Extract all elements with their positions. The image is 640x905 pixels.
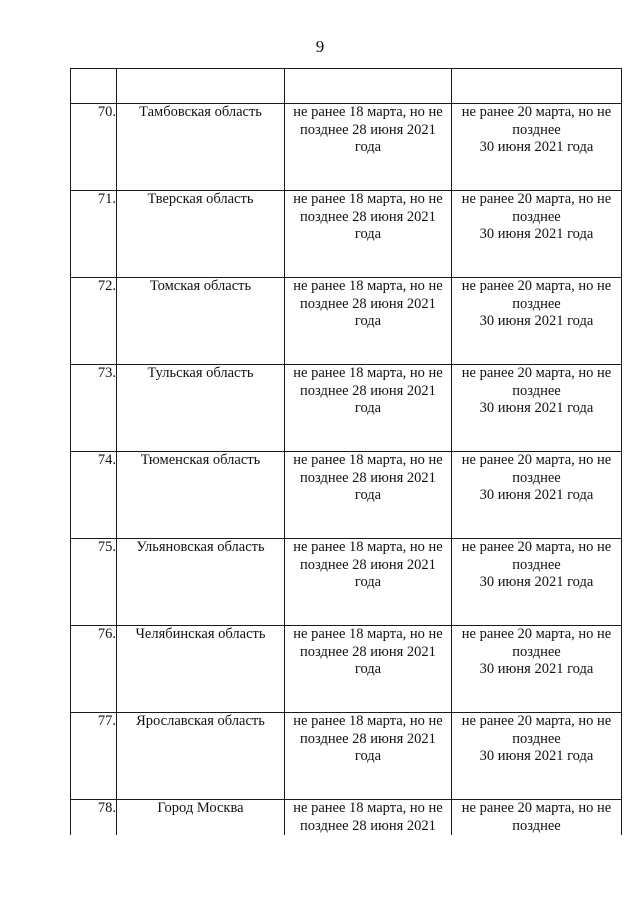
start-period-line: позднее 28 июня 2021	[300, 643, 436, 660]
start-period-line: позднее 28 июня 2021	[300, 469, 436, 486]
end-period-line: позднее	[512, 556, 561, 573]
end-period-line: не ранее 20 марта, но не	[461, 713, 612, 729]
table-row	[71, 626, 622, 713]
table-row	[71, 278, 622, 365]
end-period-line: 30 июня 2021 года	[479, 487, 594, 503]
region-name: Тульская область	[117, 365, 285, 452]
region-name: Челябинская область	[117, 626, 285, 713]
schedule-table	[70, 68, 622, 835]
page-number: 9	[315, 37, 325, 56]
end-period-line: позднее	[512, 643, 561, 660]
start-period-line: позднее 28 июня 2021	[300, 121, 436, 138]
table-row	[71, 713, 622, 800]
region-name: Тверская область	[117, 191, 285, 278]
start-period-line: года	[354, 400, 382, 416]
end-period	[452, 452, 622, 539]
region-name: Тюменская область	[117, 452, 285, 539]
end-period-line: 30 июня 2021 года	[479, 139, 594, 155]
start-period	[285, 800, 452, 836]
start-period-line: не ранее 18 марта, но не	[293, 626, 443, 642]
start-period-line: года	[354, 139, 382, 155]
end-period-line: 30 июня 2021 года	[479, 661, 594, 677]
start-period	[285, 278, 452, 365]
start-period	[285, 539, 452, 626]
start-period-line: года	[354, 574, 382, 590]
end-period-line: не ранее 20 марта, но не	[461, 626, 612, 642]
region-name: Томская область	[117, 278, 285, 365]
row-number: 78.	[71, 800, 117, 836]
start-period	[285, 365, 452, 452]
end-period-line: не ранее 20 марта, но не	[461, 365, 612, 381]
end-period-line: не ранее 20 марта, но не	[461, 104, 612, 120]
region-name: Город Москва	[117, 800, 285, 836]
end-period-line: 30 июня 2021 года	[479, 400, 594, 416]
start-period-line: позднее 28 июня 2021	[300, 730, 436, 747]
row-number: 74.	[71, 452, 117, 539]
start-period-line: года	[354, 748, 382, 764]
start-period-line: позднее 28 июня 2021	[300, 382, 436, 399]
start-period-line: позднее 28 июня 2021	[300, 208, 436, 225]
table-row	[71, 104, 622, 191]
end-period-line: не ранее 20 марта, но не	[461, 539, 612, 555]
start-period	[285, 104, 452, 191]
end-period-line: не ранее 20 марта, но не	[461, 452, 612, 468]
header-cell-start	[285, 69, 452, 104]
row-number: 71.	[71, 191, 117, 278]
end-period-line: 30 июня 2021 года	[479, 226, 594, 242]
start-period-line: года	[354, 313, 382, 329]
start-period-line: не ранее 18 марта, но не	[293, 713, 443, 729]
end-period	[452, 626, 622, 713]
header-cell-end	[452, 69, 622, 104]
row-number: 77.	[71, 713, 117, 800]
end-period	[452, 365, 622, 452]
header-cell-num	[71, 69, 117, 104]
table-row	[71, 452, 622, 539]
end-period-line: позднее	[512, 208, 561, 225]
end-period-line: позднее	[512, 817, 561, 834]
start-period-line: не ранее 18 марта, но не	[293, 539, 443, 555]
end-period	[452, 713, 622, 800]
start-period-line: года	[354, 661, 382, 677]
start-period-line: не ранее 18 марта, но не	[293, 800, 443, 816]
schedule-table-body	[71, 69, 622, 836]
end-period-line: не ранее 20 марта, но не	[461, 191, 612, 207]
table-row	[71, 800, 622, 836]
start-period-line: не ранее 18 марта, но не	[293, 191, 443, 207]
start-period-line: года	[354, 487, 382, 503]
region-name: Ярославская область	[117, 713, 285, 800]
start-period	[285, 191, 452, 278]
start-period-line: позднее 28 июня 2021	[300, 556, 436, 573]
start-period	[285, 713, 452, 800]
table-header-row	[71, 69, 622, 104]
end-period-line: не ранее 20 марта, но не	[461, 800, 612, 816]
table-row	[71, 539, 622, 626]
header-cell-region	[117, 69, 285, 104]
end-period	[452, 191, 622, 278]
table-row	[71, 365, 622, 452]
row-number: 75.	[71, 539, 117, 626]
end-period-line: позднее	[512, 730, 561, 747]
end-period-line: позднее	[512, 469, 561, 486]
start-period-line: не ранее 18 марта, но не	[293, 452, 443, 468]
table-row	[71, 191, 622, 278]
region-name: Тамбовская область	[117, 104, 285, 191]
end-period-line: 30 июня 2021 года	[479, 313, 594, 329]
row-number: 76.	[71, 626, 117, 713]
start-period-line: не ранее 18 марта, но не	[293, 365, 443, 381]
end-period-line: 30 июня 2021 года	[479, 748, 594, 764]
end-period	[452, 104, 622, 191]
start-period-line: позднее 28 июня 2021	[300, 295, 436, 312]
end-period-line: позднее	[512, 121, 561, 138]
start-period-line: года	[354, 226, 382, 242]
end-period-line: не ранее 20 марта, но не	[461, 278, 612, 294]
start-period	[285, 452, 452, 539]
end-period	[452, 278, 622, 365]
end-period	[452, 800, 622, 836]
row-number: 73.	[71, 365, 117, 452]
end-period-line: позднее	[512, 295, 561, 312]
end-period-line: позднее	[512, 382, 561, 399]
start-period-line: не ранее 18 марта, но не	[293, 104, 443, 120]
start-period-line: позднее 28 июня 2021	[300, 817, 436, 834]
start-period-line: не ранее 18 марта, но не	[293, 278, 443, 294]
row-number: 72.	[71, 278, 117, 365]
region-name: Ульяновская область	[117, 539, 285, 626]
start-period	[285, 626, 452, 713]
row-number: 70.	[71, 104, 117, 191]
end-period-line: 30 июня 2021 года	[479, 574, 594, 590]
end-period	[452, 539, 622, 626]
